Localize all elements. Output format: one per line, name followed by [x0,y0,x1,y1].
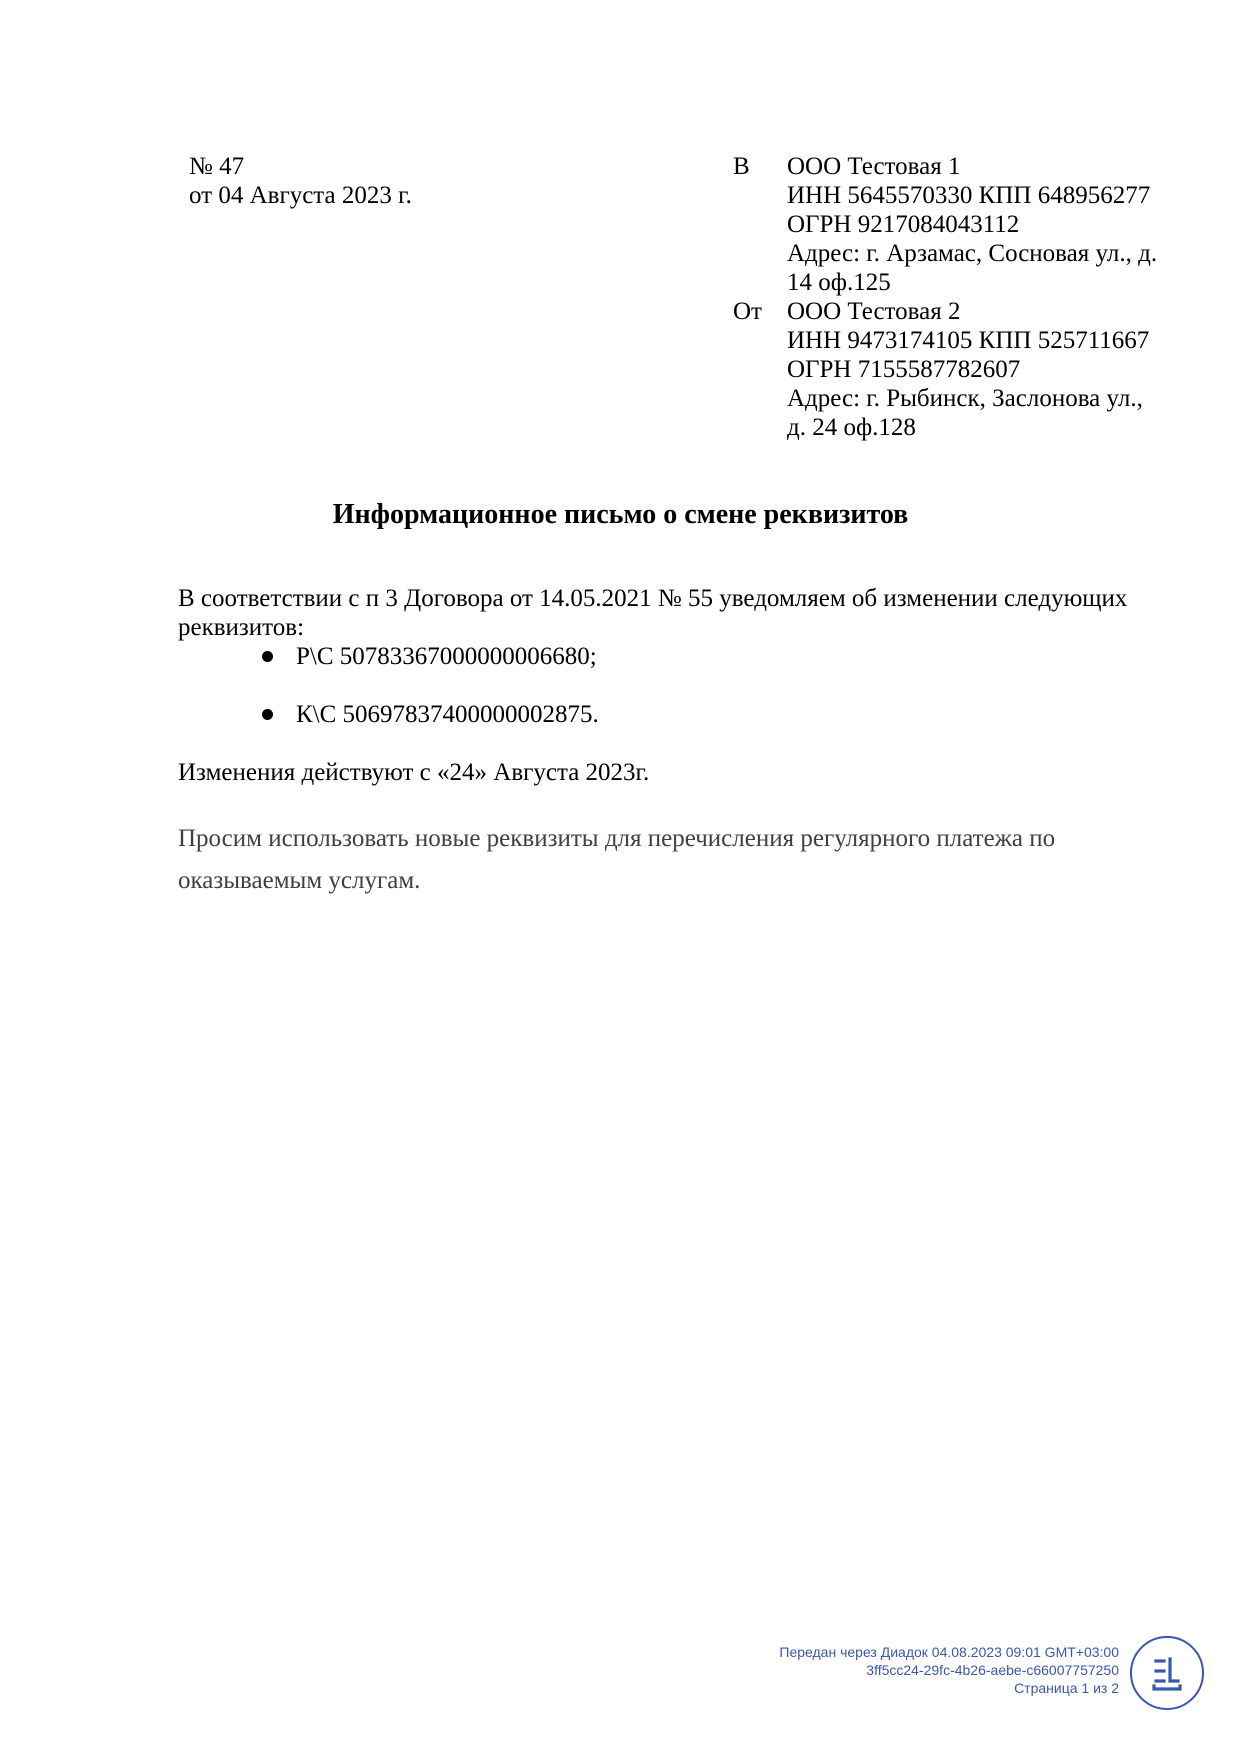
list-item [262,700,599,729]
bullet-icon [262,651,273,662]
sender-label: От [733,298,762,325]
stamp-document-id: 3ff5cc24-29fc-4b26-aebe-c66007757250 [866,1662,1119,1678]
sender-address-line2: д. 24 оф.128 [787,414,916,441]
stamp-page-counter: Страница 1 из 2 [1014,1680,1119,1696]
recipient-name: ООО Тестовая 1 [787,153,961,180]
letter-date: от 04 Августа 2023 г. [189,182,412,209]
intro-line2: реквизитов: [178,614,305,641]
intro-line1: В соответствии с п 3 Договора от 14.05.2021 № 55 уведомляем об изменении следующих [178,585,1128,612]
request-line1: Просим использовать новые реквизиты для перечисления регулярного платежа по [178,825,1056,852]
effective-date: Изменения действуют с «24» Августа 2023г. [178,759,650,786]
recipient-address-line2: 14 оф.125 [787,269,891,296]
sender-name: ООО Тестовая 2 [787,298,961,325]
sender-address-line1: Адрес: г. Рыбинск, Заслонова ул., [787,385,1143,412]
request-line2: оказываемым услугам. [178,867,421,894]
letter-number: № 47 [189,153,245,180]
diadoc-logo-icon [1130,1636,1204,1710]
list-item [262,642,597,671]
sender-block [787,297,1149,442]
list-item-text: К\С 50697837400000002875. [296,701,599,728]
diadoc-stamp-text [779,1643,1119,1697]
diadoc-logo-glyph-icon [1132,1638,1202,1708]
recipient-inn-kpp: ИНН 5645570330 КПП 648956277 [787,182,1151,209]
letter-number-block [189,152,412,210]
bullet-icon [262,709,273,720]
recipient-label: В [733,153,750,180]
sender-ogrn: ОГРН 7155587782607 [787,356,1021,383]
sender-inn-kpp: ИНН 9473174105 КПП 525711667 [787,327,1150,354]
list-item-text: Р\С 50783367000000006680; [296,643,597,670]
stamp-transfer-line: Передан через Диадок 04.08.2023 09:01 GMT+03:00 [779,1644,1119,1660]
recipient-ogrn: ОГРН 9217084043112 [787,211,1020,238]
recipient-block [787,152,1157,297]
letter-title: Информационное письмо о смене реквизитов [332,499,909,530]
recipient-address-line1: Адрес: г. Арзамас, Сосновая ул., д. [787,240,1158,267]
